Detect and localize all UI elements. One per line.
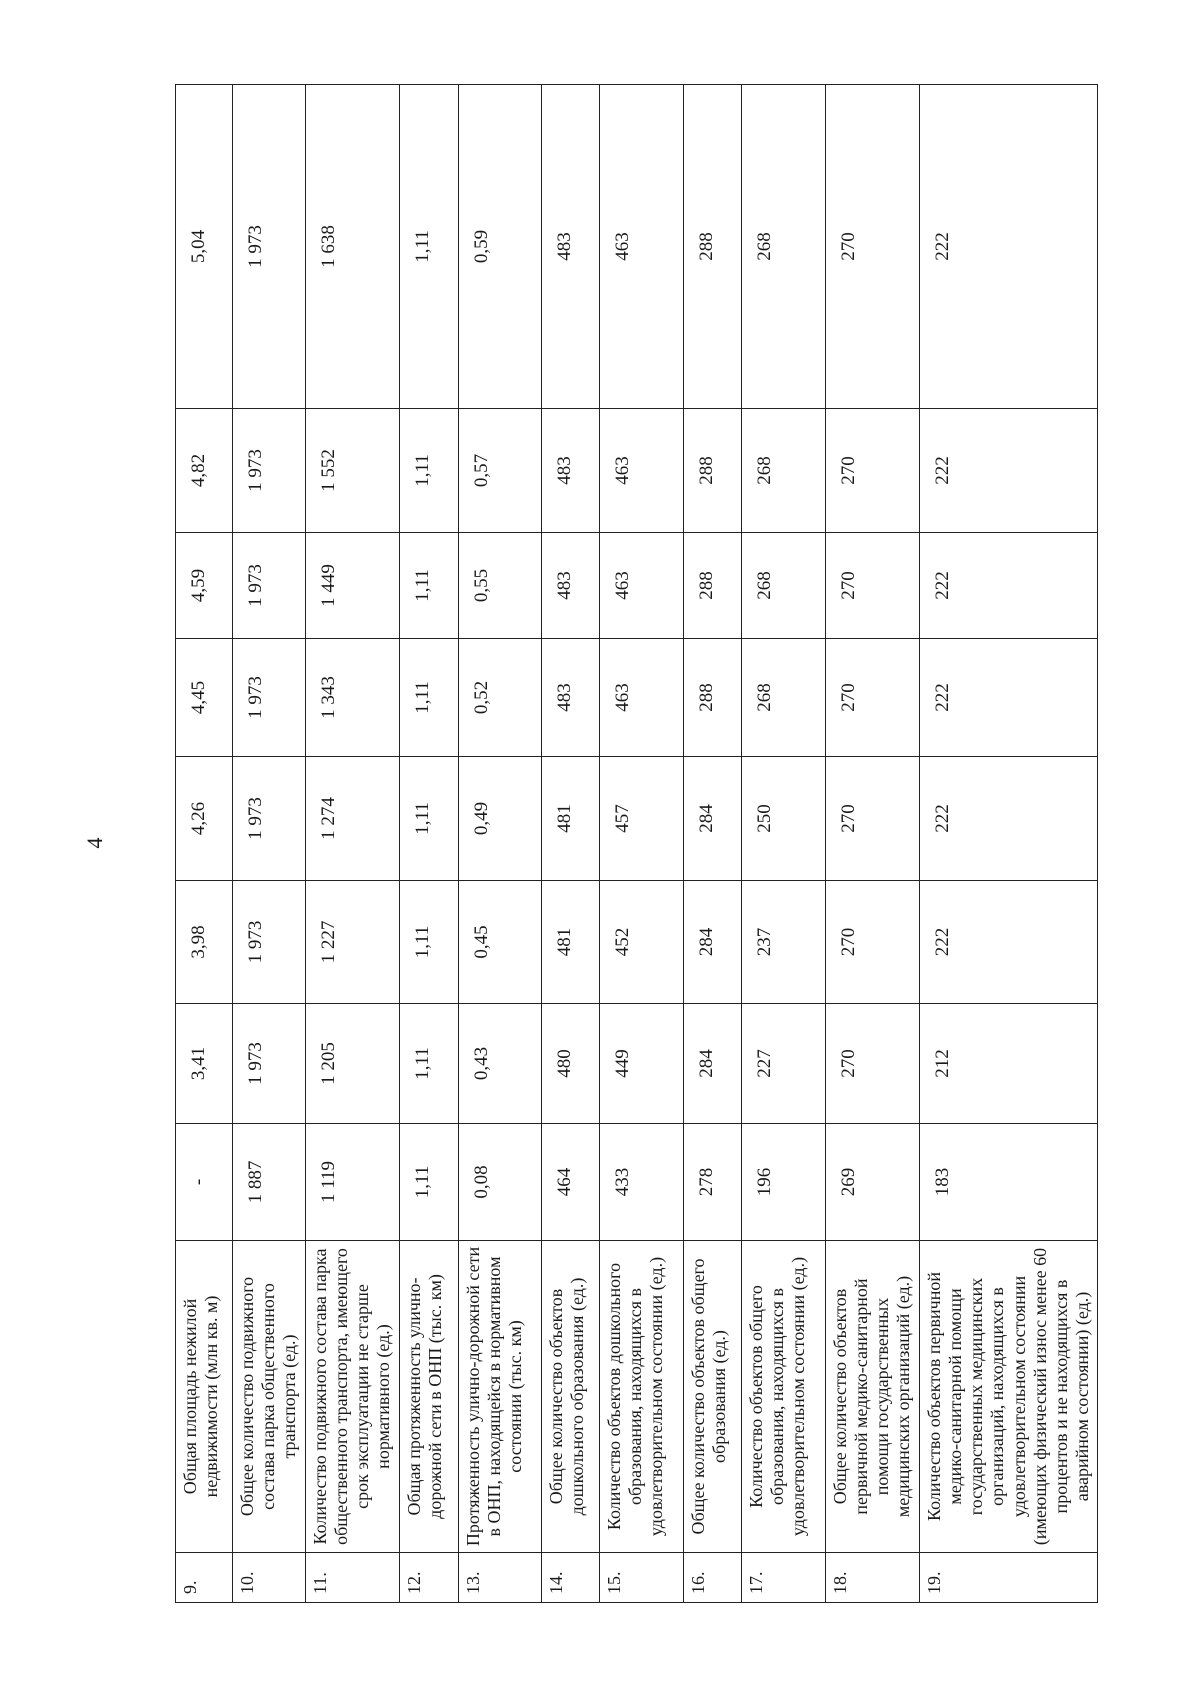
value-cell: 481 bbox=[541, 881, 599, 1004]
row-number: 16. bbox=[683, 1553, 741, 1603]
value-cell: 270 bbox=[825, 1004, 919, 1124]
value-cell: 483 bbox=[541, 85, 599, 409]
value-cell: 3,98 bbox=[176, 881, 233, 1004]
value-cell: 0,08 bbox=[458, 1124, 541, 1241]
value-cell: 1 343 bbox=[305, 639, 399, 757]
value-cell: 483 bbox=[541, 409, 599, 533]
indicator-label: Количество объектов общего образования, находящихся в удовлетворительном состоянии (ед.) bbox=[741, 1241, 825, 1553]
indicator-label: Количество объектов первичной медико-санитарной помощи государственных медицинских организаций, находящихся в удовлетворительном состоянии (имеющих физический износ менее 60 процентов и не находящихся в аварийном состоянии) (ед.) bbox=[919, 1241, 1098, 1553]
value-cell: 1 973 bbox=[233, 639, 306, 757]
value-cell: 250 bbox=[741, 757, 825, 881]
value-cell: 227 bbox=[741, 1004, 825, 1124]
row-number: 18. bbox=[825, 1553, 919, 1603]
value-cell: 268 bbox=[741, 85, 825, 409]
value-cell: 5,04 bbox=[176, 85, 233, 409]
value-cell: 0,49 bbox=[458, 757, 541, 881]
table-row bbox=[399, 85, 458, 1603]
indicator-label: Общая площадь нежилой недвижимости (млн кв. м) bbox=[176, 1241, 233, 1553]
value-cell: 1 552 bbox=[305, 409, 399, 533]
value-cell: 0,45 bbox=[458, 881, 541, 1004]
value-cell: 483 bbox=[541, 639, 599, 757]
value-cell: 0,43 bbox=[458, 1004, 541, 1124]
table-row bbox=[919, 85, 1098, 1603]
value-cell: 196 bbox=[741, 1124, 825, 1241]
value-cell: 270 bbox=[825, 757, 919, 881]
value-cell: 1 274 bbox=[305, 757, 399, 881]
row-number: 14. bbox=[541, 1553, 599, 1603]
table-row bbox=[683, 85, 741, 1603]
row-number: 15. bbox=[599, 1553, 683, 1603]
value-cell: 4,59 bbox=[176, 533, 233, 639]
value-cell: 222 bbox=[919, 639, 1098, 757]
value-cell: 270 bbox=[825, 881, 919, 1004]
value-cell: 1,11 bbox=[399, 1004, 458, 1124]
indicator-label: Количество подвижного состава парка общественного транспорта, имеющего срок эксплуатации не старше нормативного (ед.) bbox=[305, 1241, 399, 1553]
value-cell: 222 bbox=[919, 533, 1098, 639]
table-row bbox=[458, 85, 541, 1603]
value-cell: 463 bbox=[599, 639, 683, 757]
indicator-label: Количество объектов дошкольного образования, находящихся в удовлетворительном состоянии (ед.) bbox=[599, 1241, 683, 1553]
value-cell: 1,11 bbox=[399, 1124, 458, 1241]
row-number: 9. bbox=[176, 1553, 233, 1603]
value-cell: 0,52 bbox=[458, 639, 541, 757]
value-cell: 0,55 bbox=[458, 533, 541, 639]
value-cell: 1,11 bbox=[399, 639, 458, 757]
value-cell: 1 119 bbox=[305, 1124, 399, 1241]
row-number: 13. bbox=[458, 1553, 541, 1603]
value-cell: 268 bbox=[741, 533, 825, 639]
value-cell: 269 bbox=[825, 1124, 919, 1241]
table-row bbox=[541, 85, 599, 1603]
value-cell: 284 bbox=[683, 1004, 741, 1124]
value-cell: 222 bbox=[919, 757, 1098, 881]
value-cell: 463 bbox=[599, 533, 683, 639]
page-number: 4 bbox=[82, 837, 107, 849]
value-cell: 222 bbox=[919, 409, 1098, 533]
value-cell: 212 bbox=[919, 1004, 1098, 1124]
rotated-table-container bbox=[175, 85, 1093, 1603]
value-cell: 270 bbox=[825, 533, 919, 639]
value-cell: 237 bbox=[741, 881, 825, 1004]
value-cell: 480 bbox=[541, 1004, 599, 1124]
value-cell: 1,11 bbox=[399, 85, 458, 409]
value-cell: 483 bbox=[541, 533, 599, 639]
value-cell: 288 bbox=[683, 639, 741, 757]
value-cell: 270 bbox=[825, 409, 919, 533]
value-cell: 288 bbox=[683, 533, 741, 639]
value-cell: 288 bbox=[683, 409, 741, 533]
table-row bbox=[599, 85, 683, 1603]
value-cell: 1 205 bbox=[305, 1004, 399, 1124]
indicators-table bbox=[175, 84, 1098, 1603]
value-cell: 1,11 bbox=[399, 757, 458, 881]
value-cell: 433 bbox=[599, 1124, 683, 1241]
table-row bbox=[233, 85, 306, 1603]
value-cell: 1 973 bbox=[233, 85, 306, 409]
value-cell: 183 bbox=[919, 1124, 1098, 1241]
table-row bbox=[741, 85, 825, 1603]
value-cell: 481 bbox=[541, 757, 599, 881]
value-cell: 463 bbox=[599, 85, 683, 409]
indicator-label: Общее количество объектов дошкольного образования (ед.) bbox=[541, 1241, 599, 1553]
value-cell: 1 973 bbox=[233, 533, 306, 639]
value-cell: 284 bbox=[683, 881, 741, 1004]
indicator-label: Общее количество объектов первичной медико-санитарной помощи государственных медицинских организаций (ед.) bbox=[825, 1241, 919, 1553]
value-cell: 0,57 bbox=[458, 409, 541, 533]
value-cell: 1,11 bbox=[399, 533, 458, 639]
value-cell: 1 973 bbox=[233, 757, 306, 881]
row-number: 10. bbox=[233, 1553, 306, 1603]
value-cell: 278 bbox=[683, 1124, 741, 1241]
value-cell: 222 bbox=[919, 881, 1098, 1004]
indicator-label: Протяженность улично-дорожной сети в ОНП, находящейся в нормативном состоянии (тыс. км) bbox=[458, 1241, 541, 1553]
value-cell: - bbox=[176, 1124, 233, 1241]
table-row bbox=[825, 85, 919, 1603]
row-number: 17. bbox=[741, 1553, 825, 1603]
value-cell: 464 bbox=[541, 1124, 599, 1241]
value-cell: 452 bbox=[599, 881, 683, 1004]
value-cell: 288 bbox=[683, 85, 741, 409]
value-cell: 1 227 bbox=[305, 881, 399, 1004]
indicator-label: Общее количество объектов общего образования (ед.) bbox=[683, 1241, 741, 1553]
row-number: 19. bbox=[919, 1553, 1098, 1603]
value-cell: 4,26 bbox=[176, 757, 233, 881]
table-row bbox=[176, 85, 233, 1603]
value-cell: 1,11 bbox=[399, 409, 458, 533]
value-cell: 270 bbox=[825, 85, 919, 409]
table-body bbox=[176, 85, 1098, 1603]
row-number: 11. bbox=[305, 1553, 399, 1603]
value-cell: 449 bbox=[599, 1004, 683, 1124]
value-cell: 4,45 bbox=[176, 639, 233, 757]
value-cell: 1 887 bbox=[233, 1124, 306, 1241]
indicator-label: Общая протяженность улично-дорожной сети в ОНП (тыс. км) bbox=[399, 1241, 458, 1553]
table-row bbox=[305, 85, 399, 1603]
value-cell: 1 973 bbox=[233, 1004, 306, 1124]
value-cell: 463 bbox=[599, 409, 683, 533]
value-cell: 457 bbox=[599, 757, 683, 881]
value-cell: 1 638 bbox=[305, 85, 399, 409]
indicator-label: Общее количество подвижного состава парка общественного транспорта (ед.) bbox=[233, 1241, 306, 1553]
value-cell: 1 449 bbox=[305, 533, 399, 639]
value-cell: 268 bbox=[741, 409, 825, 533]
row-number: 12. bbox=[399, 1553, 458, 1603]
value-cell: 3,41 bbox=[176, 1004, 233, 1124]
value-cell: 222 bbox=[919, 85, 1098, 409]
value-cell: 1,11 bbox=[399, 881, 458, 1004]
value-cell: 268 bbox=[741, 639, 825, 757]
value-cell: 1 973 bbox=[233, 409, 306, 533]
value-cell: 4,82 bbox=[176, 409, 233, 533]
value-cell: 284 bbox=[683, 757, 741, 881]
value-cell: 270 bbox=[825, 639, 919, 757]
value-cell: 0,59 bbox=[458, 85, 541, 409]
value-cell: 1 973 bbox=[233, 881, 306, 1004]
